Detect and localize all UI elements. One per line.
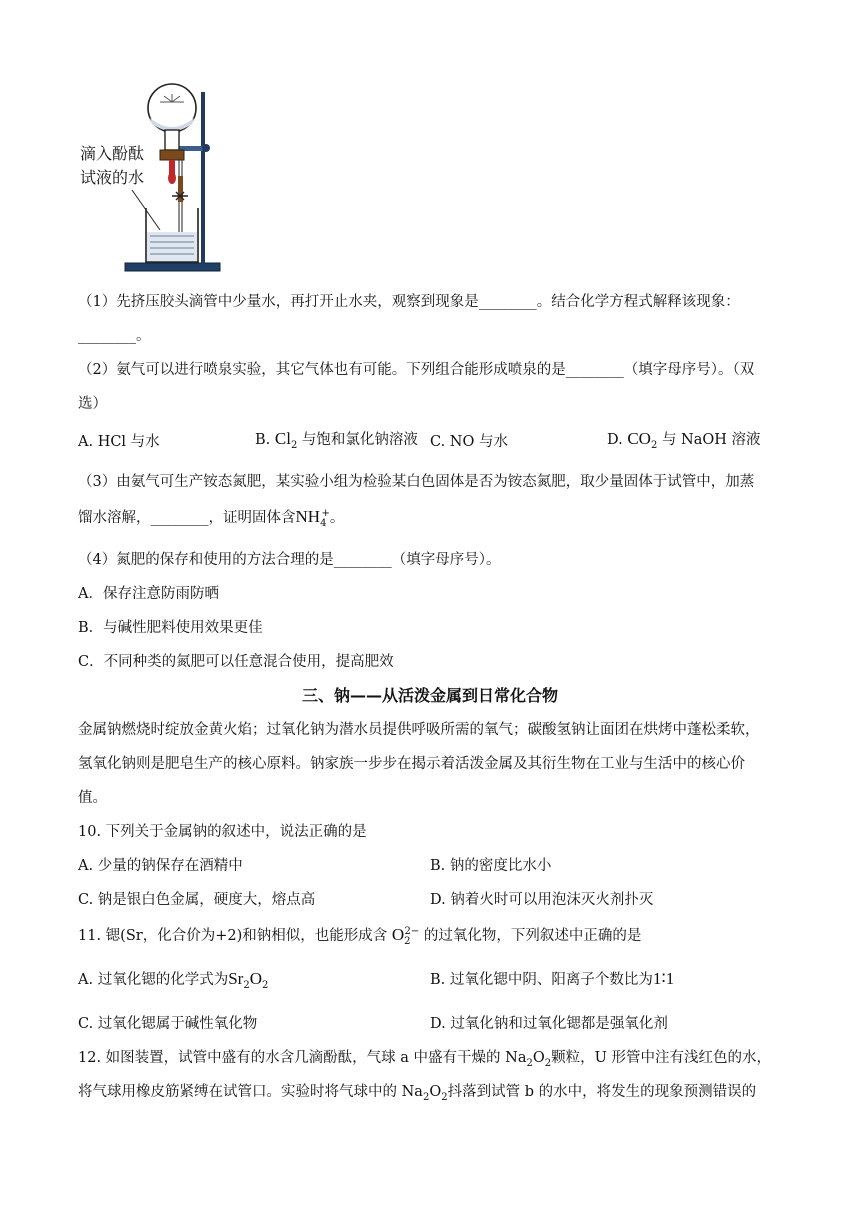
ammonium-sup: + [321, 508, 330, 520]
option-b-letter: B. [255, 432, 271, 448]
q11-option-a-text: A. 过氧化锶的化学式为 [78, 972, 229, 988]
q12-line1-a: 12. 如图装置，试管中盛有的水含几滴酚酞，气球 a 中盛有干燥的 Na [78, 1050, 527, 1066]
q9-part2-option-d [607, 428, 761, 451]
section-intro-line3: 值。 [78, 790, 107, 806]
strontium-peroxide-sub1: 2 [243, 979, 250, 991]
option-d-text: 与 NaOH 溶液 [661, 432, 761, 448]
part3-text: 馏水溶解，________，证明固体含 [78, 510, 296, 526]
strontium-peroxide-o: O [249, 969, 262, 988]
q11-option-c: C. 过氧化锶属于碱性氧化物 [78, 1016, 258, 1032]
q10-option-a: A. 少量的钠保存在酒精中 [78, 858, 243, 874]
q12-line2-b: O [429, 1084, 442, 1100]
fountain-apparatus-figure [80, 80, 240, 280]
q9-part4-option-a: A．保存注意防雨防晒 [78, 586, 219, 602]
q12-line1-sub1: 2 [526, 1057, 533, 1069]
q9-part2-line2: 选） [78, 396, 107, 412]
q10-option-b: B. 钠的密度比水小 [430, 858, 552, 874]
q12-line2 [78, 1080, 756, 1103]
q12-line2-c: 抖落到试管 b 的水中，将发生的现象预测错误的 [447, 1084, 757, 1100]
figure-label-line2: 试液的水 [80, 168, 145, 187]
section-intro-line1: 金属钠燃烧时绽放金黄火焰；过氧化钠为潜水员提供呼吸所需的氧气；碳酸氢钠让面团在烘烤中蓬松柔软， [78, 722, 760, 738]
q11-option-d: D. 过氧化钠和过氧化锶都是强氧化剂 [430, 1016, 668, 1032]
q10-option-d: D. 钠着火时可以用泡沫灭火剂扑灭 [430, 892, 654, 908]
q12-line2-a: 将气球用橡皮筋紧缚在试管口。实验时将气球中的 Na [78, 1084, 423, 1100]
q10-stem: 10. 下列关于金属钠的叙述中，说法正确的是 [78, 824, 367, 840]
q9-part4-option-c: C．不同种类的氮肥可以任意混合使用，提高肥效 [78, 654, 394, 670]
q12-line2-sub1: 2 [422, 1091, 430, 1103]
q11-stem-suffix: 的过氧化物，下列叙述中正确的是 [423, 928, 642, 944]
q9-part1-line2: ________。 [78, 328, 151, 344]
option-d-formula: CO [627, 429, 651, 448]
q12-line1-c: 颗粒，U 形管中注有浅红色的水， [551, 1050, 771, 1066]
q10-option-c: C. 钠是银白色金属，硬度大，熔点高 [78, 892, 316, 908]
q9-part2-option-c: C. NO 与水 [430, 434, 508, 450]
q11-stem [78, 924, 641, 947]
option-d-letter: D. [607, 432, 623, 448]
q11-option-b-text: B. 过氧化锶中阴、阳离子个数比为 [430, 972, 653, 988]
section-title: 三、钠——从活泼金属到日常化合物 [301, 686, 558, 705]
part3-end: 。 [329, 510, 345, 526]
figure-label-line1: 滴入酚酞 [80, 144, 145, 163]
peroxide-ion-formula: O [391, 925, 405, 944]
q12-line1-b: O [532, 1050, 545, 1066]
strontium-peroxide-sr: Sr [228, 969, 244, 988]
option-b-formula: Cl [274, 429, 291, 448]
ion-ratio: 1∶1 [652, 969, 675, 988]
q9-part2-option-a: A. HCl 与水 [78, 434, 160, 450]
q9-part3-line2 [78, 506, 344, 529]
ammonium-sub: 4 [320, 517, 327, 529]
option-d-formula-sub: 2 [650, 439, 658, 451]
strontium-peroxide-sub2: 2 [261, 979, 269, 991]
q12-line1 [78, 1046, 771, 1069]
q9-part2-option-b [255, 428, 418, 451]
q11-stem-prefix: 11. 锶(Sr，化合价为+2)和钠相似，也能形成含 [78, 928, 388, 944]
q12-line2-sub2: 2 [441, 1091, 448, 1103]
q9-part4-line: （4）氮肥的保存和使用的方法合理的是________（填字母序号）。 [78, 552, 501, 568]
ammonium-formula: NH [295, 507, 321, 526]
q11-option-a [78, 968, 268, 991]
peroxide-ion-sub: 2 [404, 935, 411, 947]
q12-line1-sub2: 2 [544, 1057, 552, 1069]
option-b-formula-sub: 2 [290, 439, 298, 451]
q9-part1-line1: （1）先挤压胶头滴管中少量水，再打开止水夹，观察到现象是________。结合化学方程式解释该现象： [78, 294, 740, 310]
peroxide-ion-charge: 2− [404, 926, 420, 938]
q9-part4-option-b: B．与碱性肥料使用效果更佳 [78, 620, 263, 636]
q11-option-b [430, 968, 674, 989]
section-intro-line2: 氢氧化钠则是肥皂生产的核心原料。钠家族一步步在揭示着活泼金属及其衍生物在工业与生活中的核心价 [78, 756, 745, 772]
q9-part2-line1: （2）氨气可以进行喷泉实验，其它气体也有可能。下列组合能形成喷泉的是________（填字母序号）。（双 [78, 362, 755, 378]
q9-part3-line1: （3）由氨气可生产铵态氮肥，某实验小组为检验某白色固体是否为铵态氮肥，取少量固体于试管中，加蒸 [78, 474, 755, 490]
option-b-text: 与饱和氯化钠溶液 [301, 432, 418, 448]
